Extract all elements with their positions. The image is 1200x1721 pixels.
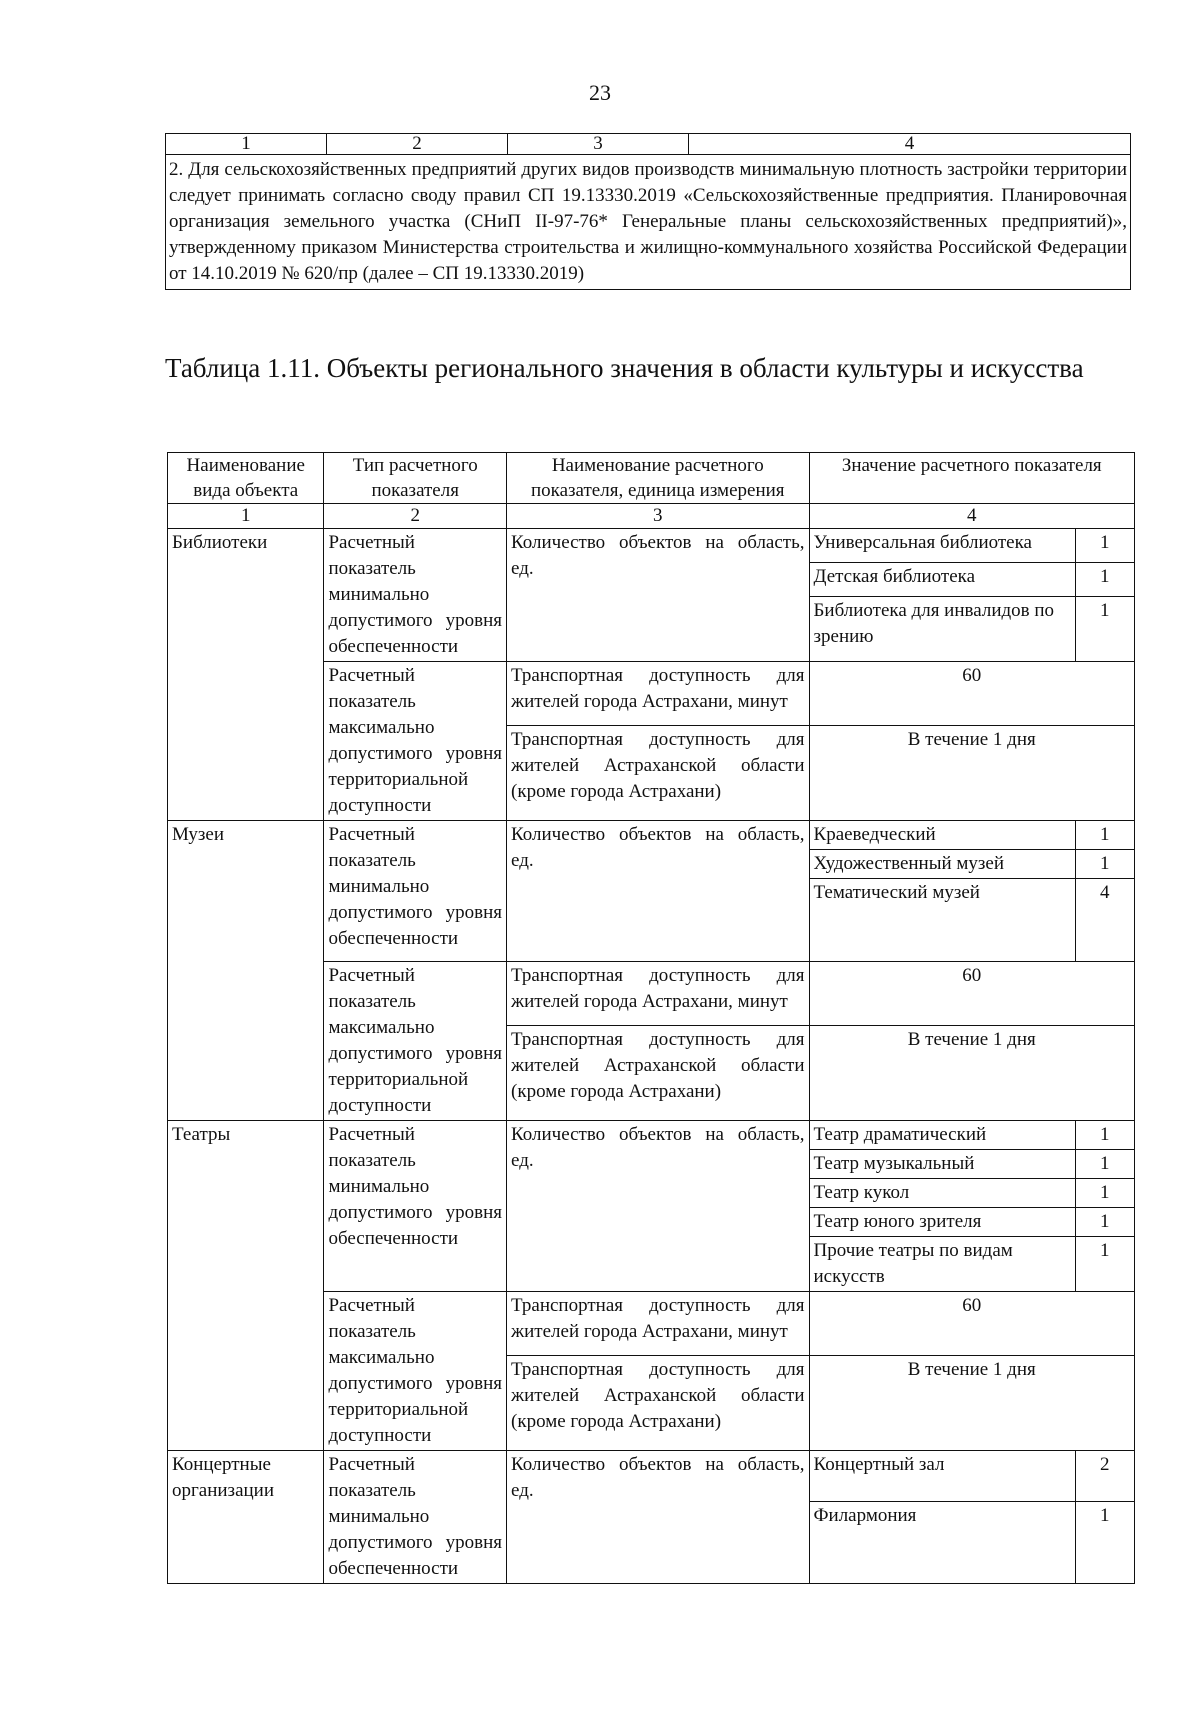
item-value: 1 <box>1075 850 1134 879</box>
indicator-name-cell: Транспортная доступность для жителей города Астрахани, минут <box>507 662 810 726</box>
header-cell: Значение расчетного показателя <box>809 453 1134 504</box>
item-label: Детская библиотека <box>809 563 1075 597</box>
item-value: 1 <box>1075 563 1134 597</box>
object-type-cell: Библиотеки <box>168 529 324 821</box>
indicator-name-cell: Количество объектов на область, ед. <box>507 1121 810 1292</box>
indicator-value: 60 <box>809 1292 1134 1356</box>
item-label: Тематический музей <box>809 879 1075 962</box>
indicator-type-cell: Расчетный показатель максимально допустимого уровня территориальной доступности <box>324 662 507 821</box>
item-label: Концертный зал <box>809 1451 1075 1502</box>
item-value: 1 <box>1075 1208 1134 1237</box>
top-table <box>165 133 1131 290</box>
culture-objects-table <box>167 452 1135 1584</box>
item-label: Краеведческий <box>809 821 1075 850</box>
item-value: 1 <box>1075 1179 1134 1208</box>
indicator-name-cell: Транспортная доступность для жителей города Астрахани, минут <box>507 962 810 1026</box>
indicator-type-cell: Расчетный показатель минимально допустимого уровня обеспеченности <box>324 1121 507 1292</box>
indicator-name-cell: Количество объектов на область, ед. <box>507 1451 810 1584</box>
object-type-cell: Театры <box>168 1121 324 1451</box>
indicator-type-cell: Расчетный показатель минимально допустимого уровня обеспеченности <box>324 1451 507 1584</box>
indicator-value: 60 <box>809 962 1134 1026</box>
column-number: 1 <box>168 504 324 529</box>
item-value: 1 <box>1075 821 1134 850</box>
item-label: Театр музыкальный <box>809 1150 1075 1179</box>
indicator-name-cell: Количество объектов на область, ед. <box>507 529 810 662</box>
item-value: 1 <box>1075 1237 1134 1292</box>
item-label: Библиотека для инвалидов по зрению <box>809 597 1075 662</box>
indicator-type-cell: Расчетный показатель максимально допустимого уровня территориальной доступности <box>324 962 507 1121</box>
table-row <box>168 821 1135 850</box>
table-note: 2. Для сельскохозяйственных предприятий других видов производств минимальную плотность застройки территории следует принимать согласно своду правил СП 19.13330.2019 «Сельскохозяйственные предприятия. Планировочная организация земельного участка (СНиП II-97-76* Генеральные планы сельскохозяйственных предприятий)», утвержденному приказом Министерства строительства и жилищно-коммунального хозяйства Российской Федерации от 14.10.2019 № 620/пр (далее – СП 19.13330.2019) <box>166 155 1131 290</box>
item-value: 1 <box>1075 1121 1134 1150</box>
indicator-type-cell: Расчетный показатель минимально допустимого уровня обеспеченности <box>324 529 507 662</box>
item-label: Театр кукол <box>809 1179 1075 1208</box>
indicator-value: В течение 1 дня <box>809 1356 1134 1451</box>
indicator-value: В течение 1 дня <box>809 726 1134 821</box>
table-row <box>168 1451 1135 1502</box>
header-cell: Наименование расчетного показателя, единица измерения <box>507 453 810 504</box>
table-row <box>166 155 1131 290</box>
column-number: 4 <box>689 134 1131 155</box>
item-value: 4 <box>1075 879 1134 962</box>
object-type-cell: Концертные организации <box>168 1451 324 1584</box>
indicator-value: 60 <box>809 662 1134 726</box>
item-value: 1 <box>1075 529 1134 563</box>
item-label: Универсальная библиотека <box>809 529 1075 563</box>
table-row <box>168 1121 1135 1150</box>
indicator-name-cell: Транспортная доступность для жителей Астраханской области (кроме города Астрахани) <box>507 1026 810 1121</box>
column-number: 1 <box>166 134 327 155</box>
table-caption: Таблица 1.11. Объекты регионального значения в области культуры и искусства <box>165 353 1084 383</box>
indicator-value: В течение 1 дня <box>809 1026 1134 1121</box>
column-number: 2 <box>324 504 507 529</box>
item-label: Художественный музей <box>809 850 1075 879</box>
column-number-row <box>168 504 1135 529</box>
item-value: 1 <box>1075 1150 1134 1179</box>
table-row <box>166 134 1131 155</box>
object-type-cell: Музеи <box>168 821 324 1121</box>
item-value: 2 <box>1075 1451 1134 1502</box>
indicator-name-cell: Транспортная доступность для жителей Астраханской области (кроме города Астрахани) <box>507 726 810 821</box>
column-number: 3 <box>508 134 689 155</box>
header-cell: Наименование вида объекта <box>168 453 324 504</box>
item-value: 1 <box>1075 597 1134 662</box>
indicator-name-cell: Количество объектов на область, ед. <box>507 821 810 962</box>
header-cell: Тип расчетного показателя <box>324 453 507 504</box>
item-label: Театр драматический <box>809 1121 1075 1150</box>
item-label: Филармония <box>809 1501 1075 1583</box>
item-value: 1 <box>1075 1501 1134 1583</box>
item-label: Театр юного зрителя <box>809 1208 1075 1237</box>
indicator-type-cell: Расчетный показатель максимально допустимого уровня территориальной доступности <box>324 1292 507 1451</box>
indicator-name-cell: Транспортная доступность для жителей города Астрахани, минут <box>507 1292 810 1356</box>
column-number: 3 <box>507 504 810 529</box>
item-label: Прочие театры по видам искусств <box>809 1237 1075 1292</box>
column-number: 4 <box>809 504 1134 529</box>
page-number: 23 <box>589 80 611 105</box>
indicator-type-cell: Расчетный показатель минимально допустимого уровня обеспеченности <box>324 821 507 962</box>
table-header-row <box>168 453 1135 504</box>
table-row <box>168 529 1135 563</box>
column-number: 2 <box>327 134 508 155</box>
indicator-name-cell: Транспортная доступность для жителей Астраханской области (кроме города Астрахани) <box>507 1356 810 1451</box>
